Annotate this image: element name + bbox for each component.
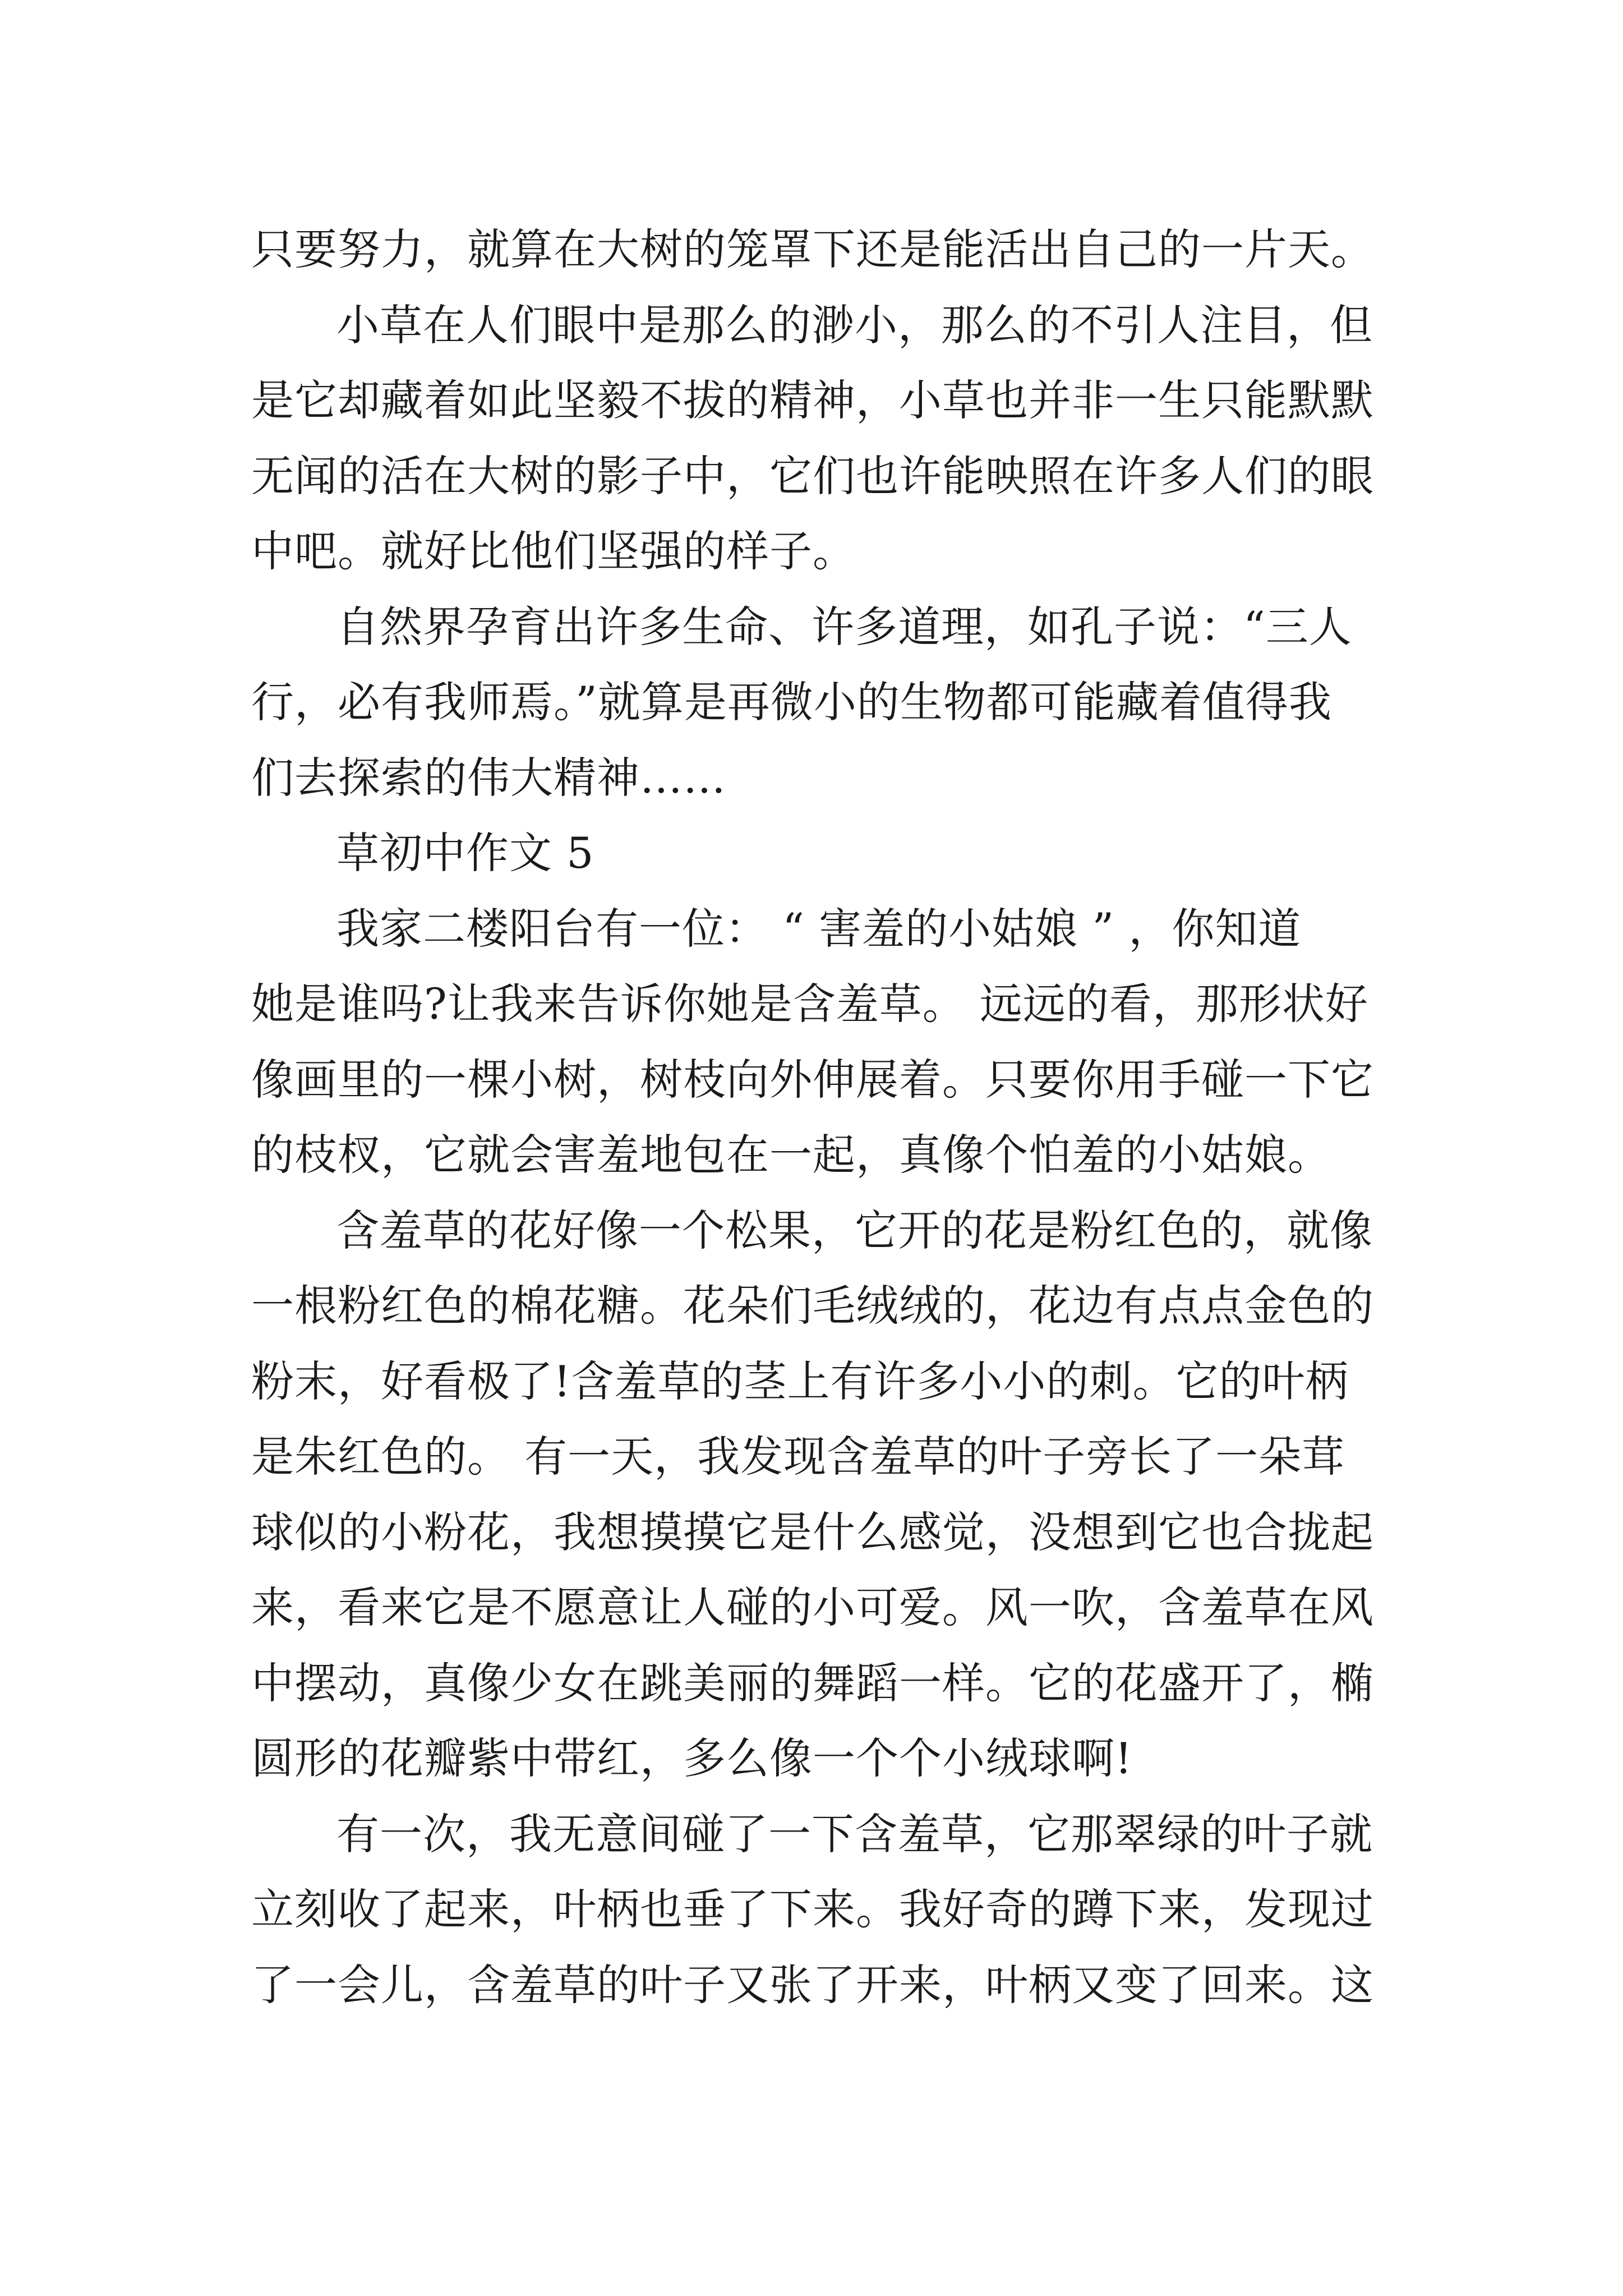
text-line: 像画里的一棵小树，树枝向外伸展着。只要你用手碰一下它 xyxy=(251,1054,1374,1105)
text-line: 球似的小粉花，我想摸摸它是什么感觉，没想到它也合拢起 xyxy=(251,1507,1374,1557)
text-line: 一根粉红色的棉花糖。花朵们毛绒绒的，花边有点点金色的 xyxy=(251,1281,1374,1331)
text-line: 了一会儿，含羞草的叶子又张了开来，叶柄又变了回来。这 xyxy=(251,1959,1374,2010)
text-line: 中摆动，真像少女在跳美丽的舞蹈一样。它的花盛开了，椭 xyxy=(251,1658,1374,1708)
text-line: 只要努力，就算在大树的笼罩下还是能活出自己的一片天。 xyxy=(251,224,1374,274)
text-line: 是朱红色的。 有一天，我发现含羞草的叶子旁长了一朵茸 xyxy=(251,1432,1345,1481)
text-line: 她是谁吗?让我来告诉你她是含羞草。 远远的看，那形状好 xyxy=(251,979,1368,1029)
paragraph-start-line: 自然界孕育出许多生命、许多道理，如孔子说：“三人 xyxy=(336,601,1352,652)
section-heading: 草初中作文 5 xyxy=(336,828,594,878)
text-line: 们去探索的伟大精神…… xyxy=(251,752,726,803)
text-line: 来，看来它是不愿意让人碰的小可爱。风一吹，含羞草在风 xyxy=(251,1582,1374,1632)
paragraph-start-line: 含羞草的花好像一个松果，它开的花是粉红色的，就像 xyxy=(336,1205,1373,1255)
text-line: 行，必有我师焉。”就算是再微小的生物都可能藏着值得我 xyxy=(251,677,1332,727)
paragraph-start-line: 小草在人们眼中是那么的渺小，那么的不引人注目，但 xyxy=(336,300,1373,350)
text-line: 粉末，好看极了!含羞草的茎上有许多小小的刺。它的叶柄 xyxy=(251,1356,1349,1406)
text-line: 是它却藏着如此坚毅不拔的精神，小草也并非一生只能默默 xyxy=(251,375,1374,425)
text-line: 中吧。就好比他们坚强的样子。 xyxy=(251,526,856,576)
text-line: 圆形的花瓣紫中带红，多么像一个个小绒球啊! xyxy=(251,1733,1133,1783)
paragraph-start-line: 我家二楼阳台有一位： “ 害羞的小姑娘 ” ，你知道 xyxy=(336,903,1302,954)
text-line: 的枝杈，它就会害羞地包在一起，真像个怕羞的小姑娘。 xyxy=(251,1130,1331,1180)
paragraph-start-line: 有一次，我无意间碰了一下含羞草，它那翠绿的叶子就 xyxy=(336,1809,1373,1859)
document-body xyxy=(251,212,1401,2023)
text-line: 无闻的活在大树的影子中，它们也许能映照在许多人们的眼 xyxy=(251,450,1374,501)
text-line: 立刻收了起来，叶柄也垂了下来。我好奇的蹲下来，发现过 xyxy=(251,1884,1374,1934)
